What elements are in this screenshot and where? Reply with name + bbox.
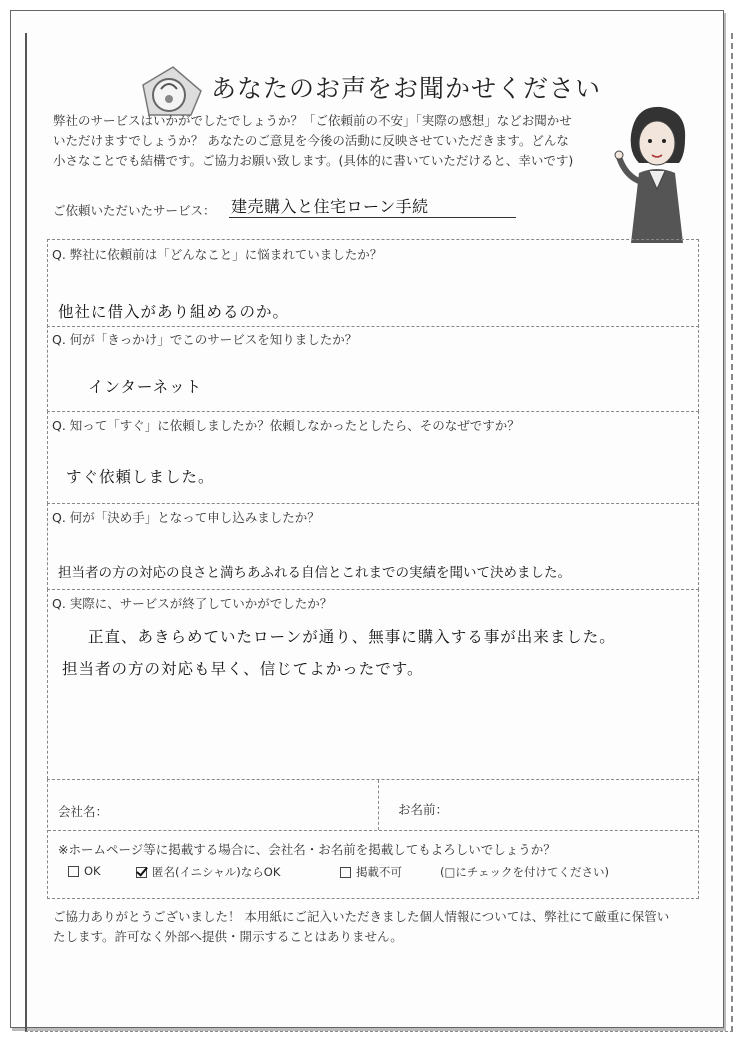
consent-question: ※ホームページ等に掲載する場合に、会社名・お名前を掲載してもよろしいでしょうか？ [58,842,556,857]
footer-note [53,907,703,947]
respondent-info [47,779,699,899]
footer-line: ご協力ありがとうございました！ 本用紙にご記入いただきました個人情報については、弊社にて厳重に保管い [53,909,670,924]
answer-text: 他社に借入があり組めるのか。 [58,303,290,321]
question-text: Q. 弊社に依頼前は「どんなこと」に悩まれていましたか？ [52,247,383,262]
intro-line: いただけますでしょうか？ あなたのご意見を今後の活動に反映させていただきます。どんな [53,133,569,148]
answer-text: インターネット [88,378,203,396]
answer-text: 担当者の方の対応の良さと満ちあふれる自信とこれまでの実績を聞いて決めました。 [58,565,571,581]
staff-illustration [611,101,703,251]
intro-text [53,111,613,171]
question-text: Q. 何が「決め手」となって申し込みましたか？ [52,510,320,525]
intro-line: 弊社のサービスはいかがでしたでしょうか？「ご依頼前の不安」「実際の感想」などお聞かせ [53,113,572,128]
intro-line: 小さなことでも結構です。ご協力お願い致します。(具体的に書いていただけると、幸いです) [53,153,574,168]
checkbox-ok[interactable] [68,866,79,877]
page-title: あなたのお声をお聞かせください [211,74,602,103]
person-name-label: お名前： [398,802,449,817]
checkbox-note: (□にチェックを付けてください) [440,865,609,879]
question-block [47,503,699,590]
option-label: 掲載不可 [356,865,402,879]
question-block [47,411,699,504]
checkbox-anonymous[interactable] [136,867,147,878]
company-name-label: 会社名： [58,804,109,819]
divider [48,830,698,831]
question-text: Q. 何が「きっかけ」でこのサービスを知りましたか？ [52,332,358,347]
service-value: 建売購入と住宅ローン手続 [229,194,516,218]
checkbox-no-publish[interactable] [340,867,351,878]
survey-sheet [10,10,724,1028]
divider [378,780,379,830]
answer-text: 担当者の方の対応も早く、信じてよかったです。 [62,660,424,678]
option-label: OK [84,864,101,878]
question-block [47,239,699,327]
footer-line: たします。許可なく外部へ提供・開示することはありません。 [53,929,403,944]
question-block [47,589,699,779]
answer-text: すぐ依頼しました。 [66,468,215,486]
service-label: ご依頼いただいたサービス： [53,203,216,218]
question-block [47,325,699,412]
question-text: Q. 実際に、サービスが終了していかがでしたか？ [52,596,333,611]
question-text: Q. 知って「すぐ」に依頼しましたか？依頼しなかったとしたら、そのなぜですか？ [52,418,520,433]
option-no-publish[interactable] [340,864,402,880]
option-label: 匿名(イニシャル)ならOK [152,865,281,879]
option-anonymous[interactable] [136,864,280,880]
option-ok[interactable] [68,864,101,878]
answer-text: 正直、あきらめていたローンが通り、無事に購入する事が出来ました。 [88,628,616,646]
